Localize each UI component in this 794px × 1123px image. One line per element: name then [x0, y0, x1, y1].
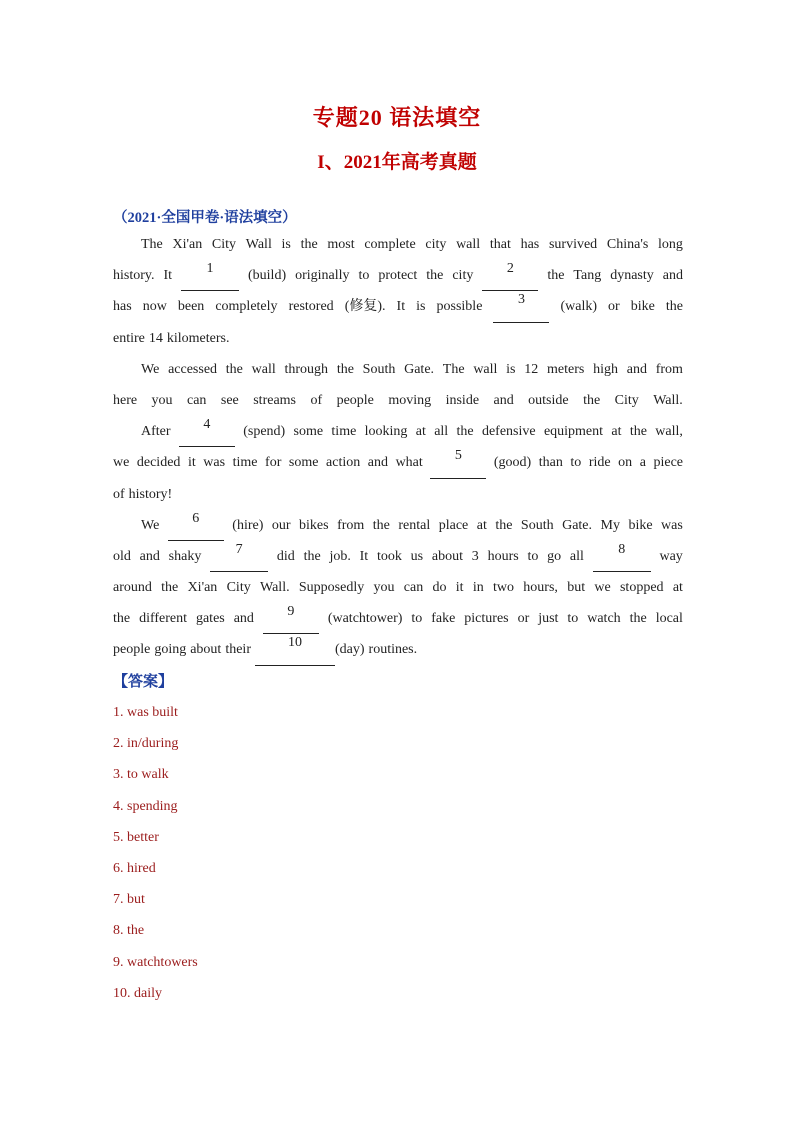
passage-word: and: [662, 268, 683, 284]
passage-word: defensive: [481, 424, 536, 440]
passage-word: city: [425, 237, 447, 252]
passage-word: some: [288, 455, 319, 471]
answer-item: 9. watchtowers: [113, 954, 198, 970]
passage-word: Gate.: [404, 361, 435, 377]
passage-word: Tang: [573, 268, 602, 284]
passage-word: Wall.: [653, 392, 683, 408]
passage-word: 14: [148, 330, 163, 346]
passage-word: Xi'an: [187, 580, 218, 596]
passage-word: most: [327, 237, 355, 252]
answer-item: 7. but: [113, 892, 145, 908]
passage-word: meters: [547, 361, 585, 377]
passage-word: to: [567, 611, 579, 627]
passage-word: all: [569, 548, 584, 564]
passage-word: we: [113, 455, 130, 471]
passage-line: [113, 291, 683, 322]
passage-word: The: [442, 361, 465, 377]
passage-word: inside: [445, 392, 480, 408]
passage-word: of: [113, 486, 125, 502]
passage-word: We: [141, 361, 160, 377]
passage-word: was: [661, 517, 683, 533]
passage-word: a: [639, 455, 646, 471]
passage-word: about: [190, 642, 222, 658]
passage-word: rental: [398, 517, 431, 533]
passage-word: or: [517, 611, 530, 627]
passage-word: complete: [364, 237, 416, 252]
blank-3: 3: [493, 291, 549, 322]
answer-list: [113, 700, 198, 1012]
answer-heading: 【答案】: [113, 674, 174, 690]
passage-word: (watchtower): [327, 611, 403, 627]
passage-word: bike: [628, 517, 653, 533]
passage-word: accessed: [168, 361, 218, 377]
passage-word: Wall: [245, 237, 272, 252]
passage-word: the: [372, 517, 390, 533]
answer-item: 8. the: [113, 923, 145, 939]
passage-word: and: [626, 361, 647, 377]
passage-word: is: [506, 361, 516, 377]
passage-word: old: [113, 548, 131, 564]
passage-word: from: [655, 361, 683, 377]
passage-word: their: [225, 642, 251, 658]
passage-word: (walk): [560, 299, 598, 315]
blank-2: 2: [482, 260, 538, 291]
passage-word: (day): [334, 642, 365, 658]
passage: [113, 229, 683, 666]
passage-word: at: [476, 517, 487, 533]
passage-line: [113, 510, 683, 541]
passage-line: [113, 323, 683, 354]
passage-word: South: [520, 517, 554, 533]
passage-word: is: [281, 237, 291, 252]
passage-word: local: [655, 611, 683, 627]
passage-word: the: [225, 361, 243, 377]
passage-word: we: [594, 580, 611, 596]
passage-word: to: [411, 611, 423, 627]
passage-word: routines.: [368, 642, 418, 658]
passage-word: high: [593, 361, 618, 377]
passage-line: [113, 572, 683, 603]
passage-word: the: [300, 237, 318, 252]
passage-word: and: [233, 611, 254, 627]
answer-item: 6. hired: [113, 860, 156, 876]
passage-word: completely: [215, 299, 278, 315]
passage-word: stopped: [619, 580, 664, 596]
passage-word: possible: [436, 299, 483, 315]
blank-1: 1: [181, 260, 239, 291]
passage-word: shaky: [168, 548, 202, 564]
passage-word: in: [472, 580, 484, 596]
passage-word: It: [163, 268, 173, 284]
passage-word: (good): [493, 455, 532, 471]
passage-word: After: [141, 424, 171, 440]
passage-word: people: [336, 392, 374, 408]
section-subtitle: I、2021年高考真题: [317, 152, 477, 173]
passage-word: job.: [329, 548, 351, 564]
passage-word: than: [538, 455, 563, 471]
passage-word: the: [629, 611, 647, 627]
answer-item: 1. was built: [113, 705, 178, 720]
passage-word: all: [434, 424, 449, 440]
passage-word: the: [113, 611, 131, 627]
passage-word: on: [618, 455, 633, 471]
answer-item: 3. to walk: [113, 767, 169, 783]
passage-word: do: [432, 580, 447, 596]
passage-line: [113, 634, 683, 665]
passage-word: just: [538, 611, 559, 627]
passage-word: China's: [606, 237, 649, 252]
passage-line: [113, 229, 683, 260]
passage-word: gates: [195, 611, 225, 627]
passage-word: ride: [588, 455, 611, 471]
passage-word: bikes: [299, 517, 329, 533]
passage-word: now: [142, 299, 167, 315]
passage-line: [113, 447, 683, 478]
answer-item: 2. in/during: [113, 736, 179, 752]
passage-word: piece: [653, 455, 683, 471]
passage-word: see: [220, 392, 239, 408]
passage-word: place: [438, 517, 469, 533]
passage-word: the: [547, 268, 565, 284]
passage-line: [113, 260, 683, 291]
passage-word: can: [403, 580, 424, 596]
blank-7: 7: [210, 541, 268, 572]
passage-word: history!: [128, 486, 173, 502]
passage-word: was: [203, 455, 226, 471]
passage-word: and: [139, 548, 160, 564]
passage-word: long: [658, 237, 683, 252]
passage-word: different: [139, 611, 188, 627]
passage-word: It: [359, 548, 369, 564]
passage-word: the: [303, 548, 321, 564]
passage-line: [113, 354, 683, 385]
passage-word: you: [373, 580, 395, 596]
passage-word: (修复).: [344, 299, 386, 315]
passage-word: the: [456, 424, 474, 440]
exam-source: （2021·全国甲卷·语法填空）: [113, 210, 297, 226]
passage-word: the: [665, 299, 683, 315]
passage-word: 3: [471, 548, 479, 564]
passage-word: action: [326, 455, 361, 471]
page-title: 专题20 语法填空: [312, 105, 482, 130]
passage-word: to: [570, 455, 582, 471]
passage-word: has: [520, 237, 540, 252]
passage-word: to: [527, 548, 539, 564]
passage-word: originally: [295, 268, 350, 284]
passage-word: at: [672, 580, 683, 596]
passage-word: for: [265, 455, 282, 471]
passage-word: people: [113, 642, 151, 658]
passage-word: at: [415, 424, 426, 440]
blank-8: 8: [593, 541, 651, 572]
passage-word: bike: [630, 299, 655, 315]
blank-5: 5: [430, 447, 486, 478]
passage-word: has: [113, 299, 132, 315]
passage-word: going: [154, 642, 187, 658]
passage-word: to: [358, 268, 370, 284]
passage-line: [113, 479, 683, 510]
passage-word: about: [431, 548, 463, 564]
passage-word: way: [659, 548, 683, 564]
passage-word: hours,: [523, 580, 558, 596]
passage-word: is: [416, 299, 426, 315]
passage-line: [113, 541, 683, 572]
passage-word: us: [410, 548, 424, 564]
passage-line: [113, 416, 683, 447]
passage-line: [113, 385, 683, 416]
blank-9: 9: [263, 603, 319, 634]
passage-word: pictures: [464, 611, 509, 627]
passage-word: the: [495, 517, 513, 533]
passage-word: Gate.: [562, 517, 593, 533]
passage-word: and: [367, 455, 389, 471]
passage-word: protect: [378, 268, 418, 284]
answer-item: 5. better: [113, 829, 159, 845]
passage-word: (build): [248, 268, 287, 284]
passage-word: but: [567, 580, 586, 596]
passage-word: City: [226, 580, 251, 596]
passage-word: that: [489, 237, 511, 252]
passage-word: restored: [288, 299, 334, 315]
passage-word: what: [395, 455, 423, 471]
passage-word: can: [187, 392, 207, 408]
passage-word: wall: [456, 237, 481, 252]
passage-word: our: [271, 517, 291, 533]
passage-line: [113, 603, 683, 634]
answer-item: 4. spending: [113, 798, 178, 814]
passage-word: entire: [113, 330, 145, 346]
passage-word: of: [310, 392, 323, 408]
passage-word: watch: [587, 611, 621, 627]
passage-word: city: [452, 268, 474, 284]
passage-word: City: [614, 392, 639, 408]
passage-word: outside: [528, 392, 569, 408]
passage-word: streams: [253, 392, 296, 408]
passage-word: the: [161, 580, 179, 596]
passage-word: wall,: [655, 424, 683, 440]
passage-word: Supposedly: [298, 580, 365, 596]
passage-word: The: [141, 237, 163, 252]
passage-word: 12: [524, 361, 539, 377]
passage-word: hours: [487, 548, 519, 564]
passage-word: We: [141, 517, 160, 533]
passage-word: survived: [548, 237, 598, 252]
passage-word: Xi'an: [172, 237, 203, 252]
passage-word: two: [493, 580, 515, 596]
passage-word: wall: [473, 361, 498, 377]
passage-word: kilometers.: [166, 330, 230, 346]
blank-4: 4: [179, 416, 235, 447]
passage-word: history.: [113, 268, 155, 284]
passage-word: moving: [388, 392, 432, 408]
passage-word: City: [211, 237, 237, 252]
passage-word: (hire): [232, 517, 264, 533]
passage-word: through: [284, 361, 329, 377]
passage-word: been: [177, 299, 205, 315]
passage-word: the: [426, 268, 444, 284]
passage-word: go: [547, 548, 562, 564]
passage-word: here: [113, 392, 138, 408]
passage-word: from: [337, 517, 365, 533]
passage-word: or: [608, 299, 620, 315]
blank-10: 10: [255, 634, 335, 665]
passage-word: time: [232, 455, 258, 471]
passage-word: fake: [431, 611, 456, 627]
passage-word: wall: [251, 361, 276, 377]
passage-word: looking: [364, 424, 408, 440]
passage-word: (spend): [243, 424, 286, 440]
passage-word: it: [187, 455, 196, 471]
passage-word: It: [396, 299, 406, 315]
passage-word: some: [293, 424, 324, 440]
blank-6: 6: [168, 510, 224, 541]
passage-word: it: [455, 580, 464, 596]
passage-word: time: [331, 424, 357, 440]
passage-word: the: [336, 361, 354, 377]
answer-item: 10. daily: [113, 985, 162, 1001]
passage-word: at: [611, 424, 622, 440]
passage-word: My: [600, 517, 620, 533]
passage-word: took: [376, 548, 402, 564]
passage-word: Wall.: [260, 580, 290, 596]
passage-word: did: [276, 548, 295, 564]
passage-word: decided: [136, 455, 181, 471]
passage-word: the: [629, 424, 647, 440]
passage-word: South: [362, 361, 396, 377]
passage-word: you: [151, 392, 173, 408]
passage-word: equipment: [543, 424, 604, 440]
passage-word: around: [113, 580, 152, 596]
passage-word: the: [583, 392, 601, 408]
passage-word: dynasty: [610, 268, 654, 284]
passage-word: and: [493, 392, 514, 408]
